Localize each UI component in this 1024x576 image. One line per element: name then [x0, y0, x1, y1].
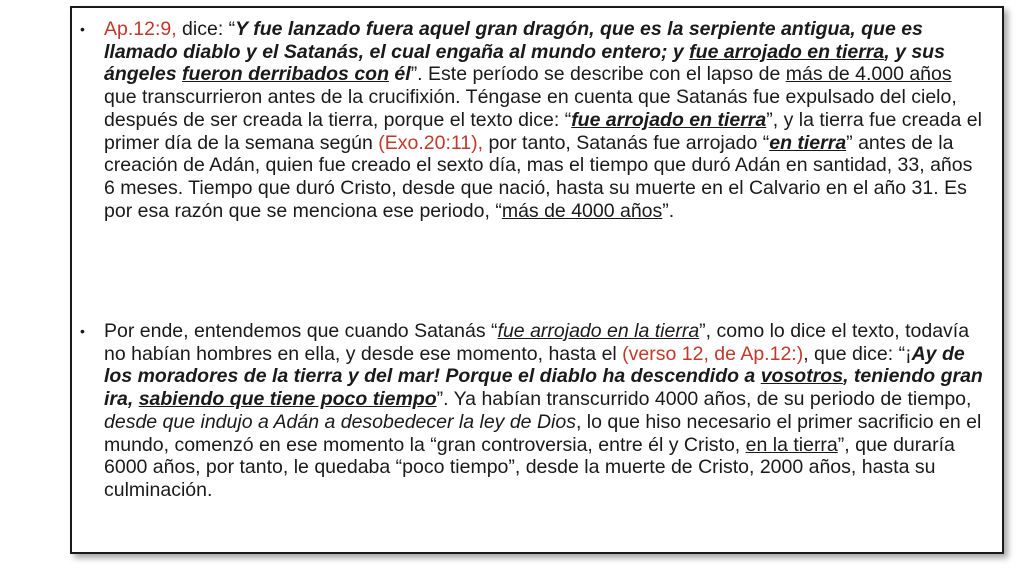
text-segment: , y sus ángeles — [104, 40, 945, 86]
bullet-item — [80, 18, 988, 222]
text-segment: Por ende, entendemos que cuando Satanás “ — [104, 320, 498, 342]
bullet-dot: • — [80, 323, 85, 339]
text-segment: fue arrojado en tierra — [689, 40, 885, 63]
text-segment: fueron derribados con — [182, 63, 389, 86]
text-segment: más de 4000 años — [501, 199, 663, 222]
text-segment: vosotros — [760, 365, 844, 388]
bullet-text — [98, 18, 988, 222]
text-segment: ”, que duraría 6000 años, por tanto, le quedaba “poco tiempo”, desde la muerte de Cristo, 2000 años, hasta su culminación. — [104, 433, 955, 501]
text-segment: Ay de los moradores de la tierra y del mar! Porque el diablo ha descendido a — [104, 342, 965, 388]
text-segment: Ap.12:9, — [104, 18, 177, 40]
text-segment: fue arrojado en tierra — [571, 108, 767, 131]
text-segment: desde que indujo a Adán a desobedecer la ley de Dios — [104, 410, 576, 433]
text-segment: por tanto, Satanás fue arrojado “ — [483, 131, 770, 154]
text-segment: más de 4.000 años — [785, 63, 952, 86]
text-segment: ”. Este período se describe con el lapso de — [410, 63, 786, 86]
bullet-dot: • — [80, 21, 85, 37]
text-segment: , lo que hiso necesario el primer sacrificio en el mundo, comenzó en ese momento la “gran controversia, entre él y Cristo, — [104, 410, 982, 456]
slide-frame — [70, 6, 1004, 554]
text-segment: que transcurrieron antes de la crucifixión. Téngase en cuenta que Satanás fue expulsado del cielo, después de ser creada la tierra, porque el texto dice: “ — [104, 86, 957, 131]
text-segment: , que dice: “¡ — [803, 342, 912, 365]
text-segment: sabiendo que tiene poco tiempo — [138, 388, 437, 411]
text-segment: Y fue lanzado fuera aquel gran dragón, que es la serpiente antigua, que es llamado diablo y el Satanás, el cual engaña al mundo entero; y — [104, 18, 923, 63]
bullet-text — [98, 320, 988, 502]
text-segment: ” antes de la creación de Adán, quien fue creado el sexto día, mas el tiempo que duró Adán en santidad, 33, años 6 meses. Tiempo que duró Cristo, desde que nació, hasta su muerte en el Calvario en el año 31. Es por esa razón que se menciona ese periodo, “ — [104, 131, 973, 222]
text-segment: ”, como lo dice el texto, todavía no habían hombres en ella, y desde ese momento, hasta el — [104, 320, 970, 365]
text-segment: dice: “ — [176, 18, 236, 40]
text-segment: , teniendo gran ira, — [104, 365, 983, 411]
text-segment: ”. — [662, 199, 675, 222]
text-segment: (verso 12, de Ap.12:) — [622, 342, 804, 365]
text-segment: él — [389, 63, 411, 86]
text-segment: (Exo.20:11), — [378, 131, 484, 154]
text-segment: en tierra — [769, 131, 847, 154]
text-segment: ”. Ya habían transcurrido 4000 años, de su periodo de tiempo, — [436, 388, 972, 411]
text-segment: ”, y la tierra fue creada el primer día de la semana según — [104, 108, 982, 154]
text-segment: en la tierra — [745, 433, 838, 456]
text-segment: fue arrojado en la tierra — [497, 320, 700, 342]
bullet-item — [80, 320, 988, 502]
